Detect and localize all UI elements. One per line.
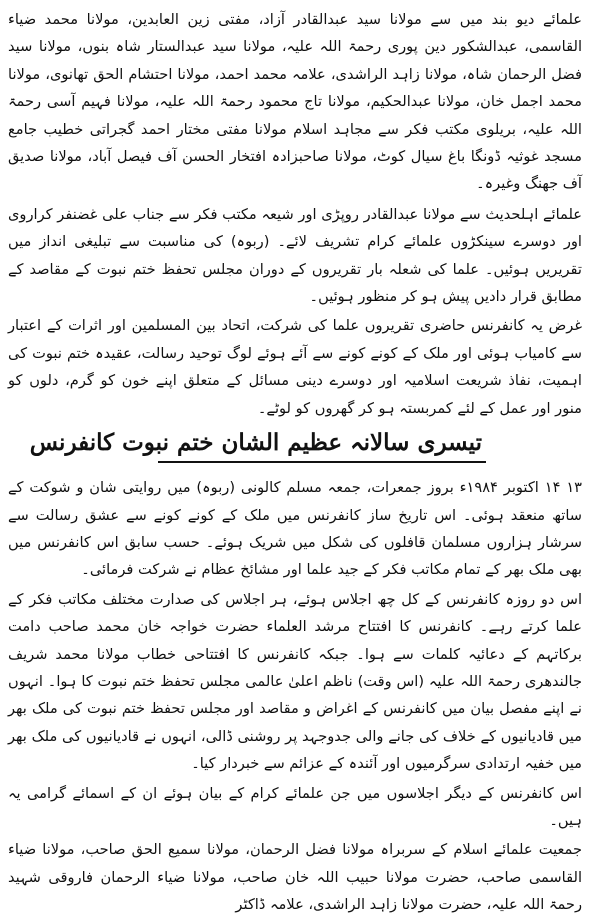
paragraph-ahlehadith-shia-scholars: علمائے اہلحدیث سے مولانا عبدالقادر روپڑی اور شیعہ مکتب فکر سے جناب علی غضنفر کراروی اور دوسرے سینکڑوں علمائے کرام تشریف لائے۔ (ربوہ) کی مناسبت سے تبلیغی انداز میں تقریریں ہوئیں۔ علما کی شعلہ بار تقریروں کے دوران مجلس تحفظ ختم نبوت کے مقاصد کے مطابق قرار دادیں پیش ہو کر منظور ہوئیں۔	[8, 205, 582, 306]
heading-underline	[158, 461, 486, 463]
section-heading: تیسری سالانہ عظیم الشان ختم نبوت کانفرنس	[29, 429, 482, 457]
paragraph-deobandi-scholars: علمائے دیو بند میں سے مولانا سید عبدالقادر آزاد، مفتی زین العابدین، مولانا محمد ضیاء القاسمی، عبدالشکور دین پوری رحمۃ اللہ علیہ، مولانا سید عبدالستار شاہ بنوں، مولانا سید فضل الرحمان شاہ، مولانا زاہد الراشدی، علامہ محمد احمد، مولانا احتشام الحق تھانوی، مولانا محمد اجمل خان، مولانا عبدالحکیم، مولانا تاج محمود رحمۃ اللہ علیہ، مولانا فہیم آسی رحمۃ اللہ علیہ، بریلوی مکتب فکر سے مجاہد اسلام مولانا مفتی مختار احمد گجراتی خطیب جامع مسجد غوثیہ ڈونگا باغ سیال کوٹ، مولانا صاحبزادہ افتخار الحسن آف فیصل آباد، مولانا صدیق آف جھنگ وغیرہ۔	[8, 11, 582, 193]
section-heading-block	[8, 424, 582, 468]
paragraph-speakers-intro: اس کانفرنس کے دیگر اجلاسوں میں جن علمائے کرام کے بیان ہوئے ان کے اسمائے گرامی یہ ہیں۔	[8, 784, 582, 829]
paragraph-sessions-inauguration: اس دو روزہ کانفرنس کے کل چھ اجلاس ہوئے، ہر اجلاس کی صدارت مختلف مکاتب فکر کے علما کرتے رہے۔ کانفرنس کا افتتاح مرشد العلماء حضرت خواجہ خان محمد صاحب دامت برکاتہم کے دعائیہ کلمات سے ہوا۔ جبکہ کانفرنس کا افتتاحی خطاب مولانا محمد شریف جالندھری رحمۃ اللہ علیہ (اس وقت) ناظم اعلیٰ عالمی مجلس تحفظ ختم نبوت کا ہوا۔ انہوں نے اپنے مفصل بیان میں کانفرنس کے اغراض و مقاصد اور مجلس تحفظ ختم نبوت کی ملک بھر میں قادیانیوں کے خلاف کی جانے والی جدوجہد پر روشنی ڈالی، انہوں نے قادیانیوں کی ملک بھر میں خفیہ ارتدادی سرگرمیوں اور آئندہ کے عزائم سے خبردار کیا۔	[8, 590, 582, 773]
paragraph-speakers-list: جمعیت علمائے اسلام کے سربراہ مولانا فضل الرحمان، مولانا سمیع الحق صاحب، مولانا ضیاء القاسمی صاحب، حضرت مولانا حبیب اللہ خان صاحب، مولانا ضیاء الرحمان فاروقی شہید رحمۃ اللہ علیہ، حضرت مولانا زاہد الراشدی، علامہ ڈاکٹر	[8, 841, 582, 914]
paragraph-conference-date: ۱۳ ۱۴ اکتوبر ۱۹۸۴ء بروز جمعرات، جمعہ مسلم کالونی (ربوہ) میں روایتی شان و شوکت کے ساتھ منعقد ہوئی۔ اس تاریخ ساز کانفرنس میں ملک کے کونے کونے سے عشق رسالت سے سرشار ہزاروں مسلمان قافلوں کی شکل میں شریک ہوئے۔ حسب سابق اس کانفرنس میں بھی ملک بھر کے تمام مکاتب فکر کے جید علما اور مشائخ عظام نے شرکت فرمائی۔	[8, 479, 582, 579]
paragraph-conference-outcome: غرض یہ کانفرنس حاضری تقریروں علما کی شرکت، اتحاد بین المسلمین اور اثرات کے اعتبار سے کامیاب ہوئی اور ملک کے کونے کونے سے آئے ہوئے لوگ توحید رسالت، عقیدہ ختم نبوت کی اہمیت، نفاذ شریعت اسلامیہ اور دوسرے دینی مسائل کے متعلق اپنے خون کو گرم، دلوں کو منور اور عمل کے لئے کمربستہ ہو کر گھروں کو لوٹے۔	[8, 317, 582, 417]
